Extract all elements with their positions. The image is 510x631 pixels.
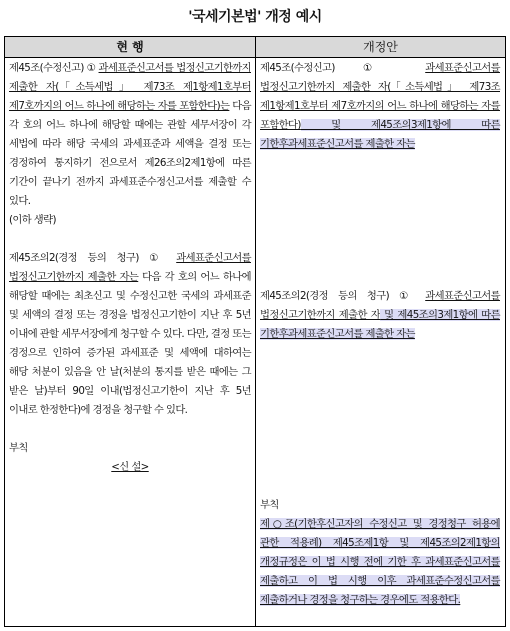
amendment-column — [260, 59, 500, 610]
amended-article-45 — [260, 59, 500, 154]
amended-45-heading: 제45조(수정신고) ① — [260, 62, 426, 74]
amended-addenda-article: 제○조(기한후신고자의 수정신고 및 경정청구 허용에 관한 적용례) 제45조제1항 및 제45조의2제1항의 개정규정은 이 법 시행 전에 기한 후 과세표준신고서를 제출하고 이 법 시행 이후 과세표준수정신고서를 제출하거나 경정을 청구하는 경우에도 적용한다. — [260, 518, 500, 606]
document-title: '국세기본법' 개정 예시 — [188, 9, 322, 25]
amended-45-underlined-parenthetical: (「소득세법」 제73조 제1항제1호부터 제7호까지의 어느 하나에 해당하는 자를 포함한다) — [260, 81, 500, 131]
current-article-45 — [9, 59, 251, 211]
amended-addenda-label: 부칙 — [260, 499, 279, 511]
spacer — [9, 230, 251, 249]
amended-45-underlined: 과세표준신고서를 법정신고기한까지 제출한 자 — [260, 62, 500, 93]
current-article-45-2 — [9, 249, 251, 420]
amended-45-2-underlined: 과세표준신고서를 법정신고기한까지 제출한 자 — [260, 290, 500, 321]
column-divider — [255, 37, 256, 626]
article-45-body: 다음 각 호의 어느 하나에 해당할 때에는 관할 세무서장이 각 세법에 따라 해당 국세의 과세표준과 세액을 결정 또는 경정하여 통지하기 전으로서 제26조의2제1항에 따른 기간이 끝나기 전까지 과세표준수정신고서를 제출할 수 있다. — [9, 100, 251, 207]
comparison-table — [4, 36, 506, 627]
current-addenda-label: 부칙 — [9, 442, 28, 454]
spacer — [9, 420, 251, 439]
article-45-2-body: 다음 각 호의 어느 하나에 해당할 때에는 최초신고 및 수정신고한 국세의 과세표준 및 세액의 결정 또는 경정을 법정신고기한이 지난 후 5년 이내에 관할 세무서장에게 청구할 수 있다. 다만, 결정 또는 경정으로 인하여 증가된 과세표준 및 세액에 대하여는 해당 처분이 있음을 안 날(처분의 통지를 받은 때에는 그 받은 날)부터 90일 이내(법정신고기한이 지난 후 5년 이내로 한정한다)에 경정을 청구할 수 있다. — [9, 271, 251, 416]
article-45-heading: 제45조(수정신고) ① — [9, 62, 99, 74]
current-law-column — [9, 59, 251, 477]
amended-45-2-highlight: 및 제45조의3제1항에 따른 기한후과세표준신고서를 제출한 자는 — [260, 309, 500, 340]
amended-article-45-2 — [260, 287, 500, 344]
article-45-2-heading: 제45조의2(경정 등의 청구) ① — [9, 252, 177, 264]
article-45-underlined: 과세표준신고서를 법정신고기한까지 제출한 자 — [9, 62, 251, 93]
amended-45-highlight: 및 제45조의3제1항에 따른 기한후과세표준신고서를 제출한 자는 — [260, 119, 500, 150]
current-addenda-new: <신 설> — [111, 461, 149, 473]
header-amendment: 개정안 — [363, 40, 398, 54]
article-45-underlined-parenthetical: (「소득세법」 제73조 제1항제1호부터 제7호까지의 어느 하나에 해당하는 자를 포함한다)는 — [9, 81, 251, 112]
current-article-45-omitted: (이하 생략) — [9, 214, 56, 226]
amended-45-2-heading: 제45조의2(경정 등의 청구) ① — [260, 290, 426, 302]
spacer — [260, 344, 500, 496]
article-45-2-underlined: 과세표준신고서를 법정신고기한까지 제출한 자는 — [9, 252, 251, 283]
spacer — [260, 154, 500, 287]
header-current: 현 행 — [116, 40, 144, 54]
